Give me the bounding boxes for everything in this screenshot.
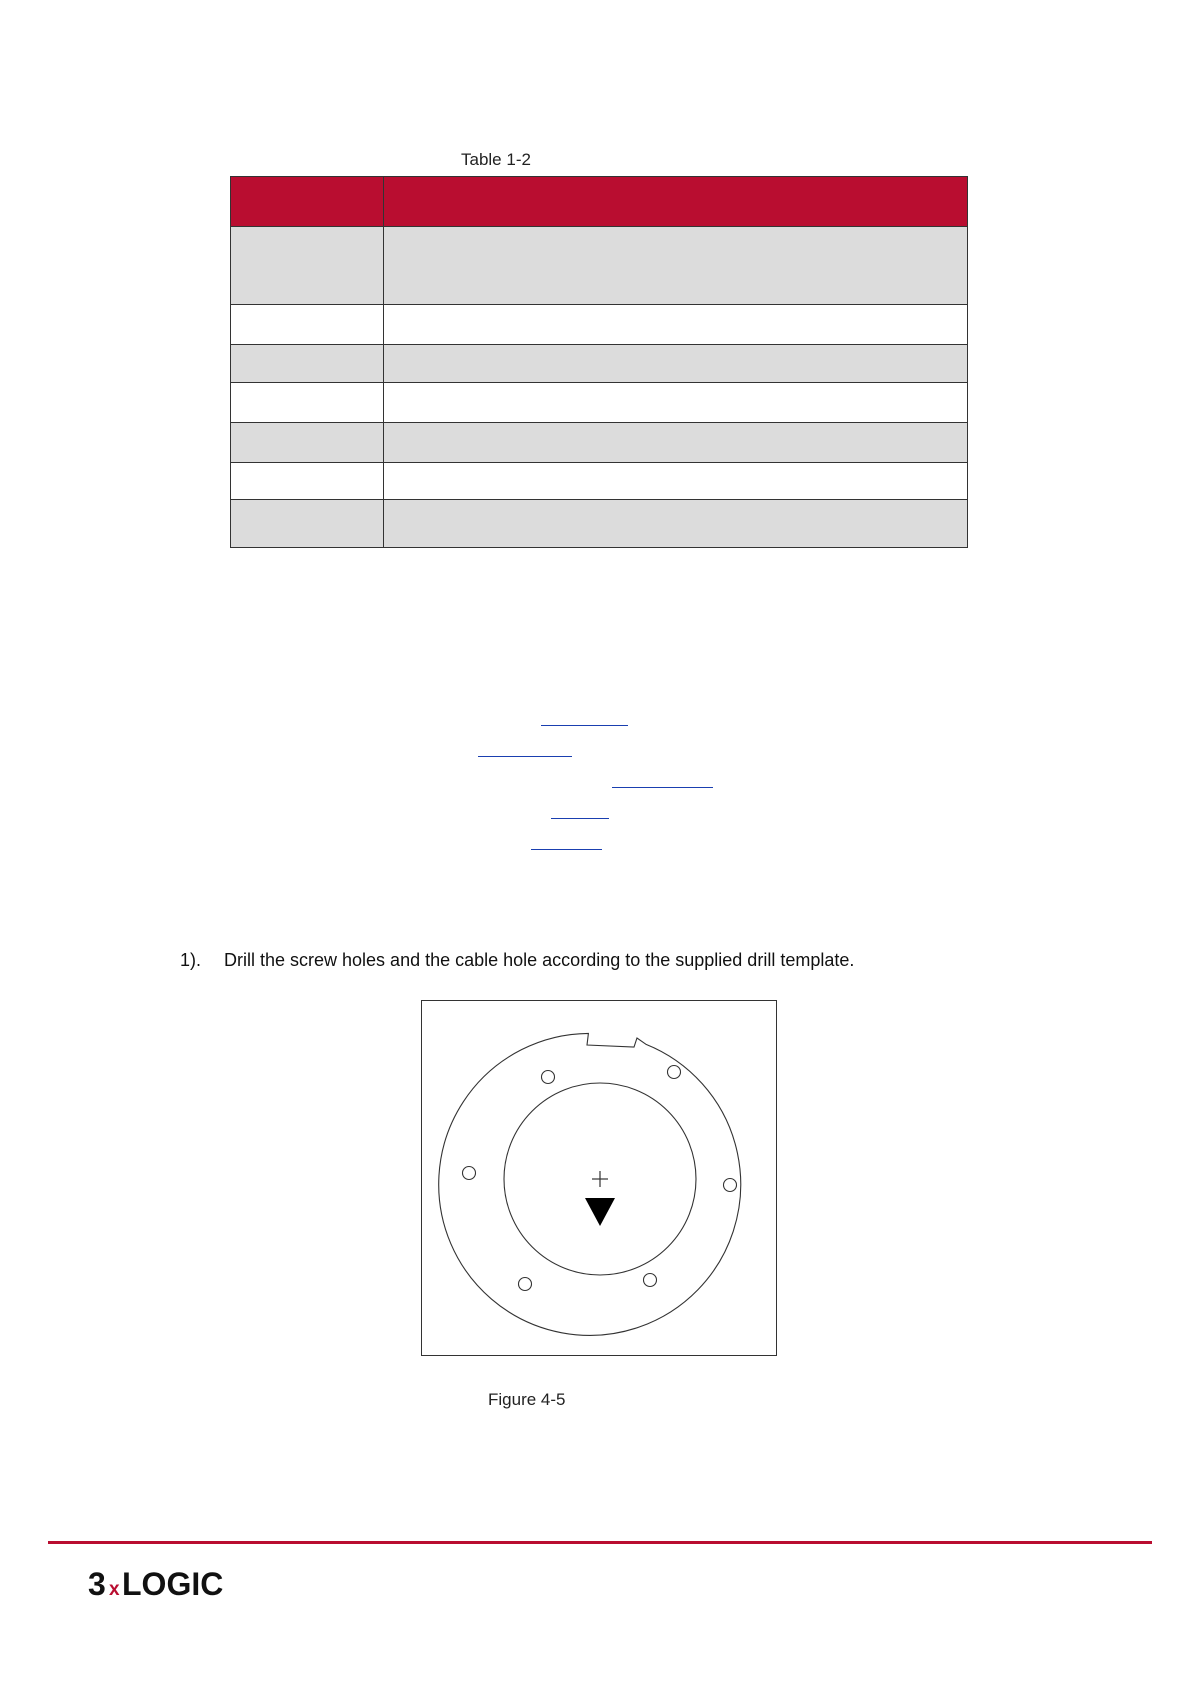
table-row: [231, 500, 968, 548]
table-cell: [384, 383, 968, 423]
table-cell: [231, 500, 384, 548]
screw-hole: [644, 1274, 657, 1287]
table-cell: [231, 383, 384, 423]
drill-template-figure: [421, 1000, 777, 1356]
logo-prefix: 3: [88, 1566, 106, 1602]
logo-word: LOGIC: [122, 1566, 224, 1602]
table-cell: [231, 345, 384, 383]
spec-table: [230, 176, 968, 548]
brand-logo-wordmark: [88, 1566, 268, 1602]
table-cell: [231, 227, 384, 305]
screw-hole: [668, 1066, 681, 1079]
logo-x: x: [109, 1579, 120, 1600]
hyperlink[interactable]: [541, 725, 628, 726]
step-text: Drill the screw holes and the cable hole according to the supplied drill template.: [224, 950, 855, 970]
table-header-row: [231, 177, 968, 227]
table-cell: [384, 463, 968, 500]
brand-logo: [88, 1566, 268, 1607]
screw-hole: [724, 1179, 737, 1192]
direction-arrow-icon: [585, 1198, 615, 1226]
screw-hole: [463, 1167, 476, 1180]
footer-divider: [48, 1541, 1152, 1544]
table-row: [231, 345, 968, 383]
table-cell: [384, 305, 968, 345]
table-caption: Table 1-2: [461, 150, 531, 169]
table-cell: [231, 463, 384, 500]
table-cell: [384, 345, 968, 383]
center-crosshair: [592, 1171, 608, 1187]
table-cell: [384, 423, 968, 463]
hyperlink[interactable]: [531, 849, 602, 850]
screw-hole: [519, 1278, 532, 1291]
table-row: [231, 227, 968, 305]
figure-caption: Figure 4-5: [488, 1390, 566, 1409]
hyperlink[interactable]: [551, 818, 609, 819]
hyperlink[interactable]: [478, 756, 572, 757]
table-cell: [384, 177, 968, 227]
table-cell: [384, 227, 968, 305]
table-row: [231, 383, 968, 423]
table-cell: [231, 423, 384, 463]
table-cell: [231, 305, 384, 345]
table-cell: [231, 177, 384, 227]
hyperlink[interactable]: [612, 787, 713, 788]
step-number: 1).: [180, 950, 202, 970]
drill-template-drawing: [422, 1001, 778, 1357]
table-row: [231, 463, 968, 500]
screw-hole: [542, 1071, 555, 1084]
table-row: [231, 423, 968, 463]
step-item: [180, 950, 854, 971]
table-row: [231, 305, 968, 345]
table-cell: [384, 500, 968, 548]
